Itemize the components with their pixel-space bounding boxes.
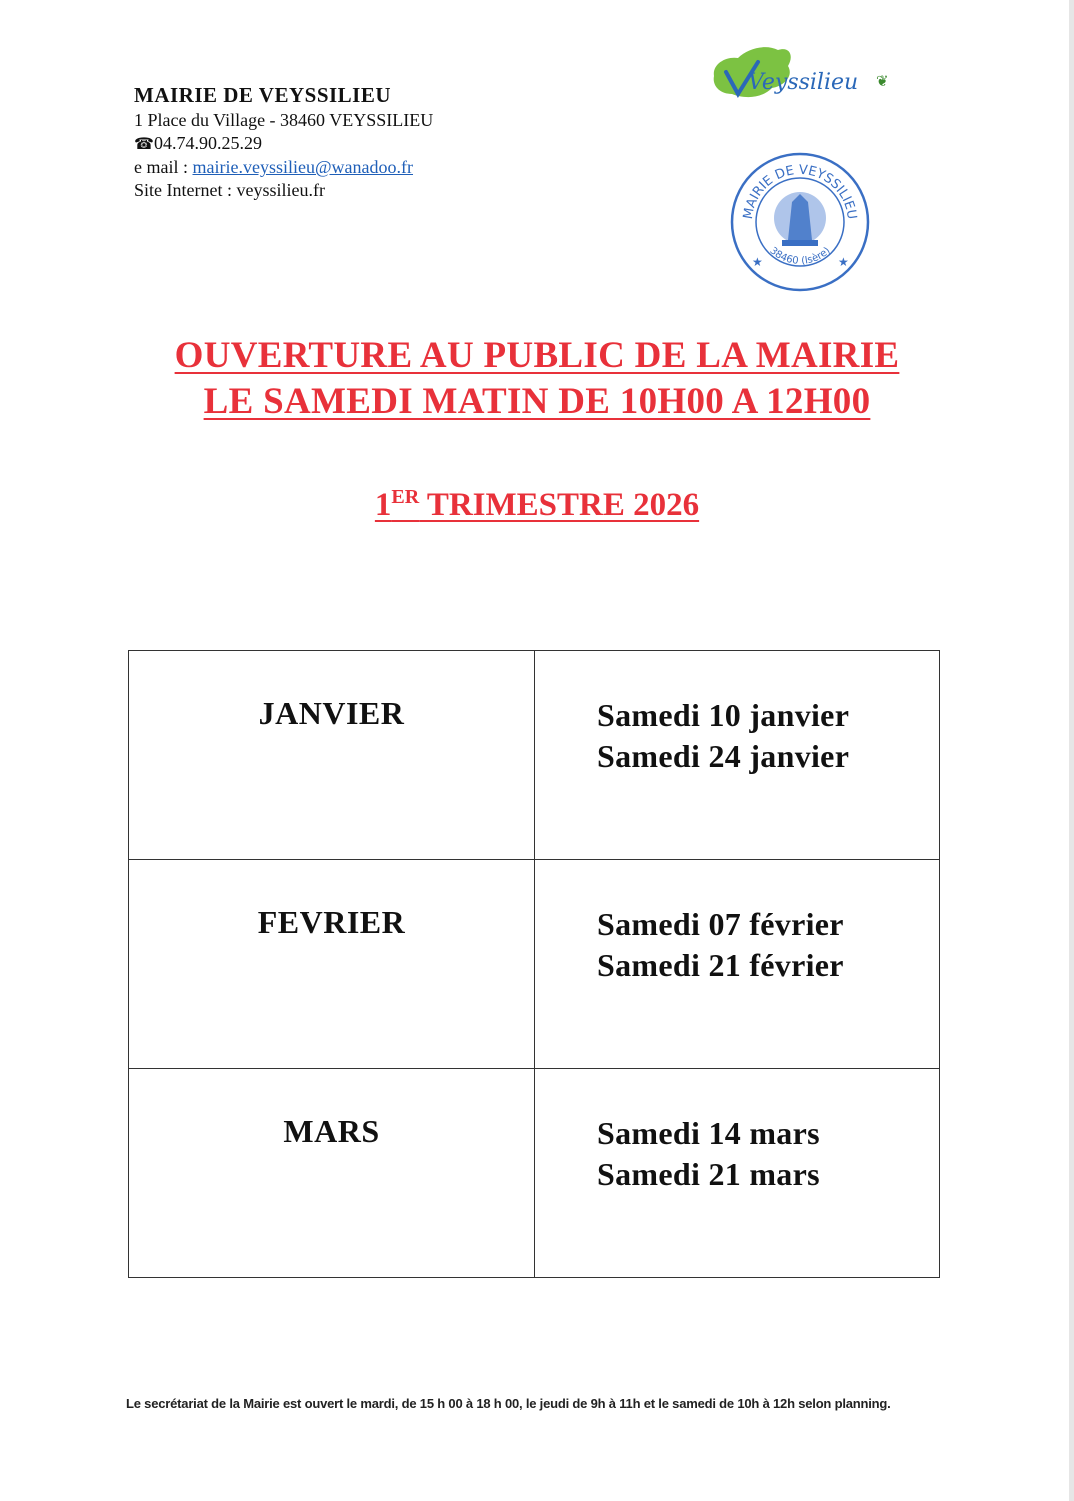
phone-number: 04.74.90.25.29 <box>154 133 262 153</box>
page-edge <box>1069 0 1074 1501</box>
town-logo <box>708 42 898 104</box>
telephone-icon: ☎ <box>134 136 154 153</box>
sprout-icon: ❦ <box>876 74 889 90</box>
phone-line <box>134 132 433 156</box>
letterhead <box>134 84 433 202</box>
quarter-text: TRIMESTRE 2026 <box>419 487 700 523</box>
email-line <box>134 156 433 179</box>
date-item: Samedi 21 février <box>597 947 844 983</box>
date-item: Samedi 10 janvier <box>597 697 850 733</box>
website: Site Internet : veyssilieu.fr <box>134 180 325 200</box>
svg-text:MAIRIE DE VEYSSILIEU: MAIRIE DE VEYSSILIEU <box>740 162 860 221</box>
dates-cell <box>535 1069 940 1278</box>
address: 1 Place du Village - 38460 VEYSSILIEU <box>134 110 434 130</box>
email-label: e mail : <box>134 157 193 177</box>
quarter-number: 1 <box>374 487 392 523</box>
table-row <box>129 860 940 1069</box>
office-hours-note: Le secrétariat de la Mairie est ouvert le mardi, de 15 h 00 à 18 h 00, le jeudi de 9h à 11h et le samedi de 10h à 12h selon planning. <box>126 1396 891 1411</box>
table-row <box>129 651 940 860</box>
email-link[interactable]: mairie.veyssilieu@wanadoo.fr <box>192 157 413 177</box>
date-item: Samedi 21 mars <box>597 1156 820 1192</box>
month-cell: JANVIER <box>129 651 535 860</box>
schedule-table <box>128 650 940 1278</box>
official-stamp <box>728 150 872 294</box>
quarter-superscript: ER <box>391 486 420 508</box>
date-item: Samedi 07 février <box>597 906 844 942</box>
month-cell: MARS <box>129 1069 535 1278</box>
organization-name: MAIRIE DE VEYSSILIEU <box>134 83 392 107</box>
logo-text: Veyssilieu <box>748 70 859 95</box>
svg-text:★: ★ <box>752 255 763 269</box>
title-line-1: OUVERTURE AU PUBLIC DE LA MAIRIE <box>174 335 900 376</box>
svg-text:38460 (Isère): 38460 (Isère) <box>767 245 833 267</box>
svg-text:★: ★ <box>838 255 849 269</box>
quarter-heading <box>0 486 1074 524</box>
title-line-2: LE SAMEDI MATIN DE 10H00 A 12H00 <box>203 381 871 422</box>
stamp-graphic <box>728 150 872 294</box>
dates-cell <box>535 860 940 1069</box>
month-cell: FEVRIER <box>129 860 535 1069</box>
date-item: Samedi 14 mars <box>597 1115 820 1151</box>
dates-cell <box>535 651 940 860</box>
table-row <box>129 1069 940 1278</box>
date-item: Samedi 24 janvier <box>597 738 850 774</box>
